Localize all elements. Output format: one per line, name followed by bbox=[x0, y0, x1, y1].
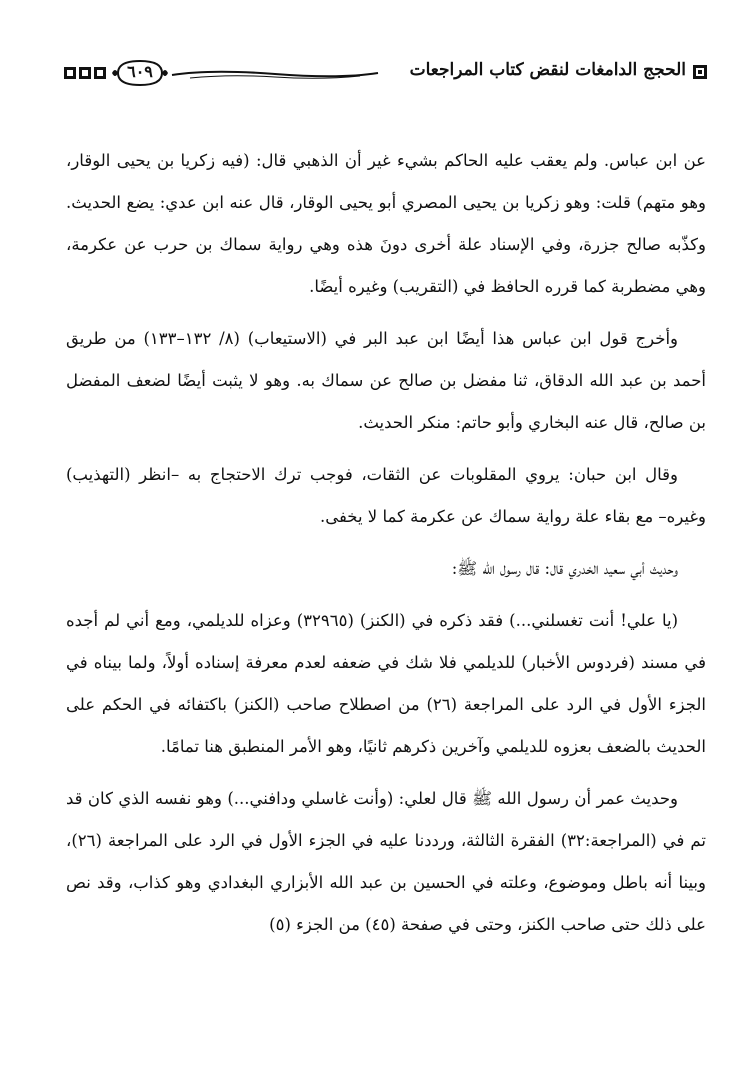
page-number: ٦٠٩ bbox=[127, 62, 153, 81]
page-number-frame bbox=[110, 58, 170, 88]
paragraph-1: عن ابن عباس. ولم يعقب عليه الحاكم بشيء غير أن الذهبي قال: (فيه زكريا بن يحيى الوقار، وهو متهم) قلت: وهو زكريا بن يحيى المصري أبو يحيى الوقار، قال عنه ابن عدي: يضع الحديث. وكذّبه صالح جزرة، وفي الإسناد علة أخرى دونَ هذه وهي رواية سماك بن حرب عن عكرمة، وهي مضطربة كما قرره الحافظ في (التقريب) وغيره أيضًا. bbox=[66, 151, 706, 296]
paragraph-2: وأخرج قول ابن عباس هذا أيضًا ابن عبد البر في (الاستيعاب) (٨/ ١٣٢–١٣٣) من طريق أحمد بن عبد الله الدقاق، ثنا مفضل بن صالح عن سماك به. وهو لا يثبت أيضًا لضعف المفضل بن صالح، قال عنه البخاري وأبو حاتم: منكر الحديث. bbox=[66, 329, 706, 432]
book-title: الحجج الدامغات لنقض كتاب المراجعات bbox=[409, 60, 686, 80]
paragraph-5: (يا علي! أنت تغسلني...) فقد ذكره في (الكنز) (٣٢٩٦٥) وعزاه للديلمي، ومع أني لم أجده في مسند (فردوس الأخبار) للديلمي فلا شك في ضعفه لعدم معرفة إسناده أولاً، ولما بيناه في الجزء الأول في الرد على المراجعة (٢٦) من اصطلاح صاحب (الكنز) باكتفائه في الحكم على الحديث بالضعف بعزوه للديلمي وآخرين ذكرهم ثانيًا، وهو الأمر المنطبق هنا تمامًا. bbox=[66, 611, 706, 756]
paragraph-3: وقال ابن حبان: يروي المقلوبات عن الثقات، فوجب ترك الاحتجاج به –انظر (التهذيب) وغيره– مع بقاء علة رواية سماك عن عكرمة كما لا يخفى. bbox=[66, 465, 706, 526]
book-ornament-icon bbox=[692, 64, 708, 80]
paragraph-6: وحديث عمر أن رسول الله ﷺ قال لعلي: (وأنت غاسلي ودافني...) وهو نفسه الذي كان قد تم في (المراجعة:٣٢) الفقرة الثالثة، ورددنا عليه في الجزء الأول في الرد على المراجعة (٢٦)، وبينا أنه باطل وموضوع، وعلته في الحسين بن عبد الله الأبزاري البغدادي وهو كذاب، وقد نص على ذلك حتى صاحب الكنز، وحتى في صفحة (٤٥) من الجزء (٥) bbox=[66, 789, 706, 934]
header-flourish-line bbox=[170, 66, 380, 84]
page-body bbox=[66, 140, 706, 956]
paragraph-4: وحديث أبي سعيد الخدري قال: قال رسول الله ﷺ: bbox=[451, 559, 678, 578]
running-header bbox=[62, 58, 708, 92]
decorative-knot-icon bbox=[62, 65, 108, 81]
